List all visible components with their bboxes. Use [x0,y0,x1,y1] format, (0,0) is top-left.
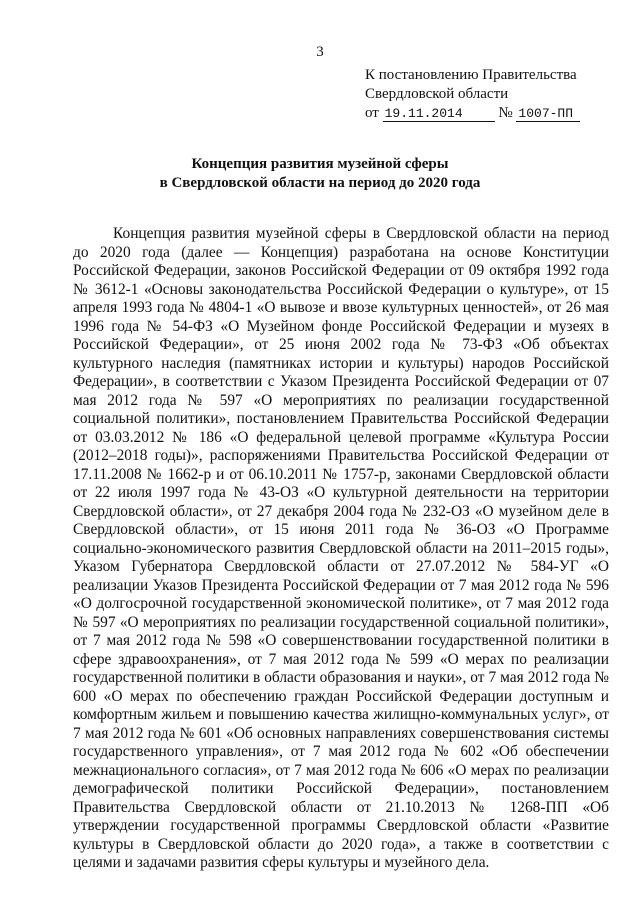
number-prefix: № [498,105,513,121]
approval-line-1: К постановлению Правительства [365,67,577,83]
approval-date: 19.11.2014 [383,106,495,122]
document-title-line-2: в Свердловской области на период до 2020 года [159,175,481,191]
page-number: 3 [316,44,324,60]
document-title-line-1: Концепция развития музейной сферы [191,156,449,172]
approval-date-number-line [365,104,625,123]
body-paragraph: Концепция развития музейной сферы в Свердловской области на период до 2020 года (далее — Концепция) разработана на основе Конституции Российской Федерации, законов Российской Федерации от 09 октября 1992 года № 3612-1 «Основы законодательства Российской Федерации о культуре», от 15 апреля 1993 года № 4804-1 «О вывозе и ввозе культурных ценностей», от 26 мая 1996 года № 54-ФЗ «О Музейном фонде Российской Федерации и музеях в Российской Федерации», от 25 июня 2002 года № 73-ФЗ «Об объектах культурного наследия (памятниках истории и культуры) народов Российской Федерации», в соответствии с Указом Президента Российской Федерации от 07 мая 2012 года № 597 «О мероприятиях по реализации государственной социальной политики», постановлением Правительства Российской Федерации от 03.03.2012 № 186 «О федеральной целевой программе «Культура России (2012–2018 годы)», распоряжениями Правительства Российской Федерации от 17.11.2008 № 1662-р и от 06.10.2011 № 1757-р, законами Свердловской области от 22 июля 1997 года № 43-ОЗ «О культурной деятельности на территории Свердловской области», от 27 декабря 2004 года № 232-ОЗ «О музейном деле в Свердловской области», от 15 июня 2011 года № 36-ОЗ «О Программе социально-экономического развития Свердловской области на 2011–2015 годы», Указом Губернатора Свердловской области от 27.07.2012 № 584-УГ «О реализации Указов Президента Российской Федерации от 7 мая 2012 года № 596 «О долгосрочной государственной экономической политике», от 7 мая 2012 года № 597 «О мероприятиях по реализации государственной социальной политики», от 7 мая 2012 года № 598 «О совершенствовании государственной политики в сфере здравоохранения», от 7 мая 2012 года № 599 «О мерах по реализации государственной политики в области образования и науки», от 7 мая 2012 года № 600 «О мерах по обеспечению граждан Российской Федерации доступным и комфортным жильем и повышению качества жилищно-коммунальных услуг», от 7 мая 2012 года № 601 «Об основных направлениях совершенствования системы государственного управления», от 7 мая 2012 года № 602 «Об обеспечении межнационального согласия», от 7 мая 2012 года № 606 «О мерах по реализации демографической политики Российской Федерации», постановлением Правительства Свердловской области от 21.10.2013 № 1268-ПП «Об утверждении государственной программы Свердловской области «Развитие культуры в Свердловской области до 2020 года», а также в соответствии с целями и задачами развития сферы культуры и музейного дела. [73,225,609,871]
approval-number: 1007-ПП [516,106,580,122]
approval-line-2: Свердловской области [365,86,509,102]
date-prefix: от [365,105,379,121]
approval-block [365,66,625,123]
document-title [0,155,640,193]
